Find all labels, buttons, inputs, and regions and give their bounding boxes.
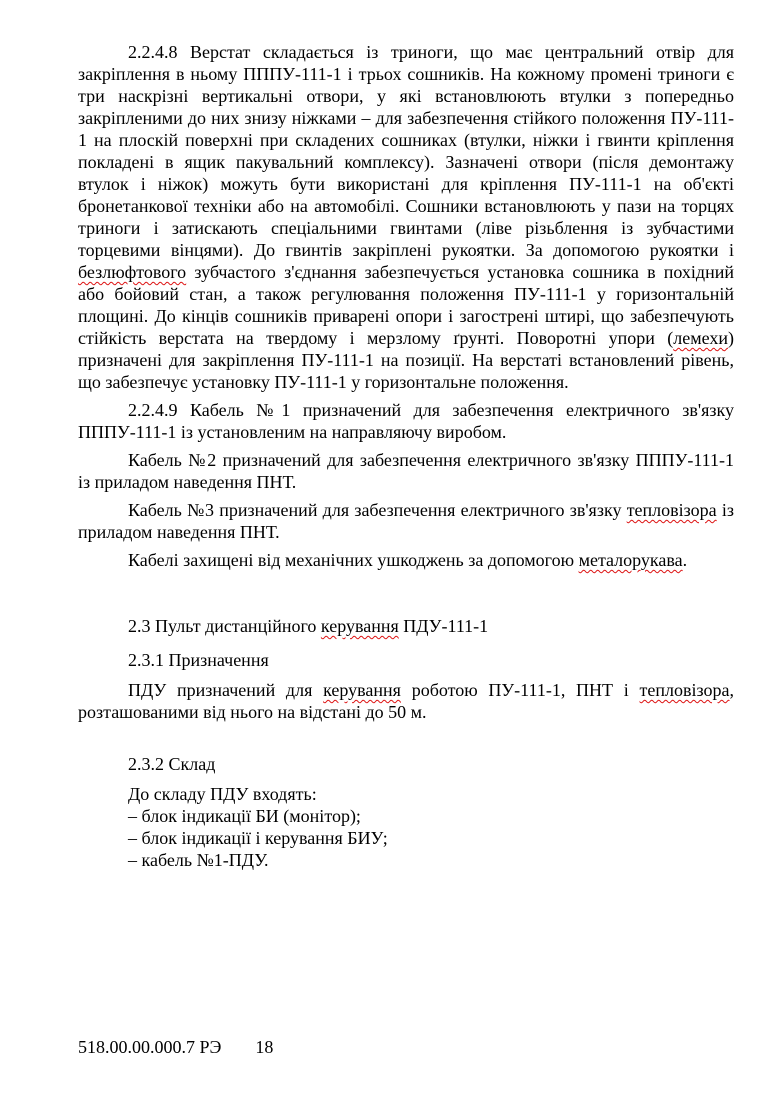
spellcheck-word: тепловізора [626,500,717,520]
paragraph-2-2-4-8: 2.2.4.8 Верстат складається із триноги, що має центральний отвір для закріплення в ньому ПППУ-111-1 і трьох сошників. На кожному промені триноги є три наскрізні вертикальні отвори, у які встановлюють втулки з попередньо закріпленими до них знизу ніжками – для забезпечення стійкого положення ПУ-111-1 на плоскій поверхні при складених сошниках (втулки, ніжки і гвинти кріплення покладені в ящик пакувальний комплексу). Зазначені отвори (після демонтажу втулок і ніжок) можуть бути використані для кріплення ПУ-111-1 на об'єкті бронетанкової техніки або на автомобілі. Сошники встановлюють у пази на торцях триноги і затискають спеціальними гвинтами (ліве різьблення із зубчастими торцевими вінцями). До гвинтів закріплені рукоятки. За допомогою рукоятки і безлюфтового зубчастого з'єднання забезпечується установка сошника в похідний або бойовий стан, а також регулювання положення ПУ-111-1 у горизонтальній площині. До кінців сошників приварені опори і загострені штирі, що забезпечують стійкість верстата на твердому і мерзлому ґрунті. Поворотні упори (лемехи) призначені для закріплення ПУ-111-1 на позиції. На верстаті встановлений рівень, що забезпечує установку ПУ-111-1 у горизонтальне положення. [78,42,734,392]
spellcheck-word: керування [323,680,401,700]
spellcheck-word: тепловізора [639,680,730,700]
spellcheck-word: безлюфтового [78,262,187,282]
paragraph-2-2-4-9: 2.2.4.9 Кабель №1 призначений для забезпечення електричного зв'язку ПППУ-111-1 із установленим на направляючу виробом. [78,400,734,442]
paragraph-cable-2: Кабель №2 призначений для забезпечення електричного зв'язку ПППУ-111-1 із приладом наведення ПНТ. [78,450,734,492]
page-footer [78,1036,273,1058]
section-heading-2-3-2: 2.3.2 Склад [128,754,216,774]
composition-item: – кабель №1-ПДУ. [128,850,269,870]
paragraph-cable-3: Кабель №3 призначений для забезпечення електричного зв'язку тепловізора із приладом наведення ПНТ. [78,500,735,542]
paragraph-pdu-purpose: ПДУ призначений для керування роботою ПУ-111-1, ПНТ і тепловізора, розташованими від нього на відстані до 50 м. [78,680,734,722]
paragraph-cables-protection: Кабелі захищені від механічних ушкоджень за допомогою металорукава. [128,550,688,570]
composition-item: – блок індикації БИ (монітор); [128,806,361,826]
section-heading-2-3-1: 2.3.1 Призначення [128,650,269,670]
composition-intro: До складу ПДУ входять: [128,784,317,804]
composition-item: – блок індикації і керування БИУ; [128,828,388,848]
section-heading-2-3: 2.3 Пульт дистанційного керування ПДУ-111-1 [128,616,489,636]
spellcheck-word: керування [320,616,399,636]
spellcheck-word: лемехи [673,328,728,348]
document-code: 518.00.00.000.7 РЭ [78,1037,222,1057]
spellcheck-word: металорукава [578,550,683,570]
page-body [78,41,734,871]
page-number: 18 [255,1037,274,1057]
